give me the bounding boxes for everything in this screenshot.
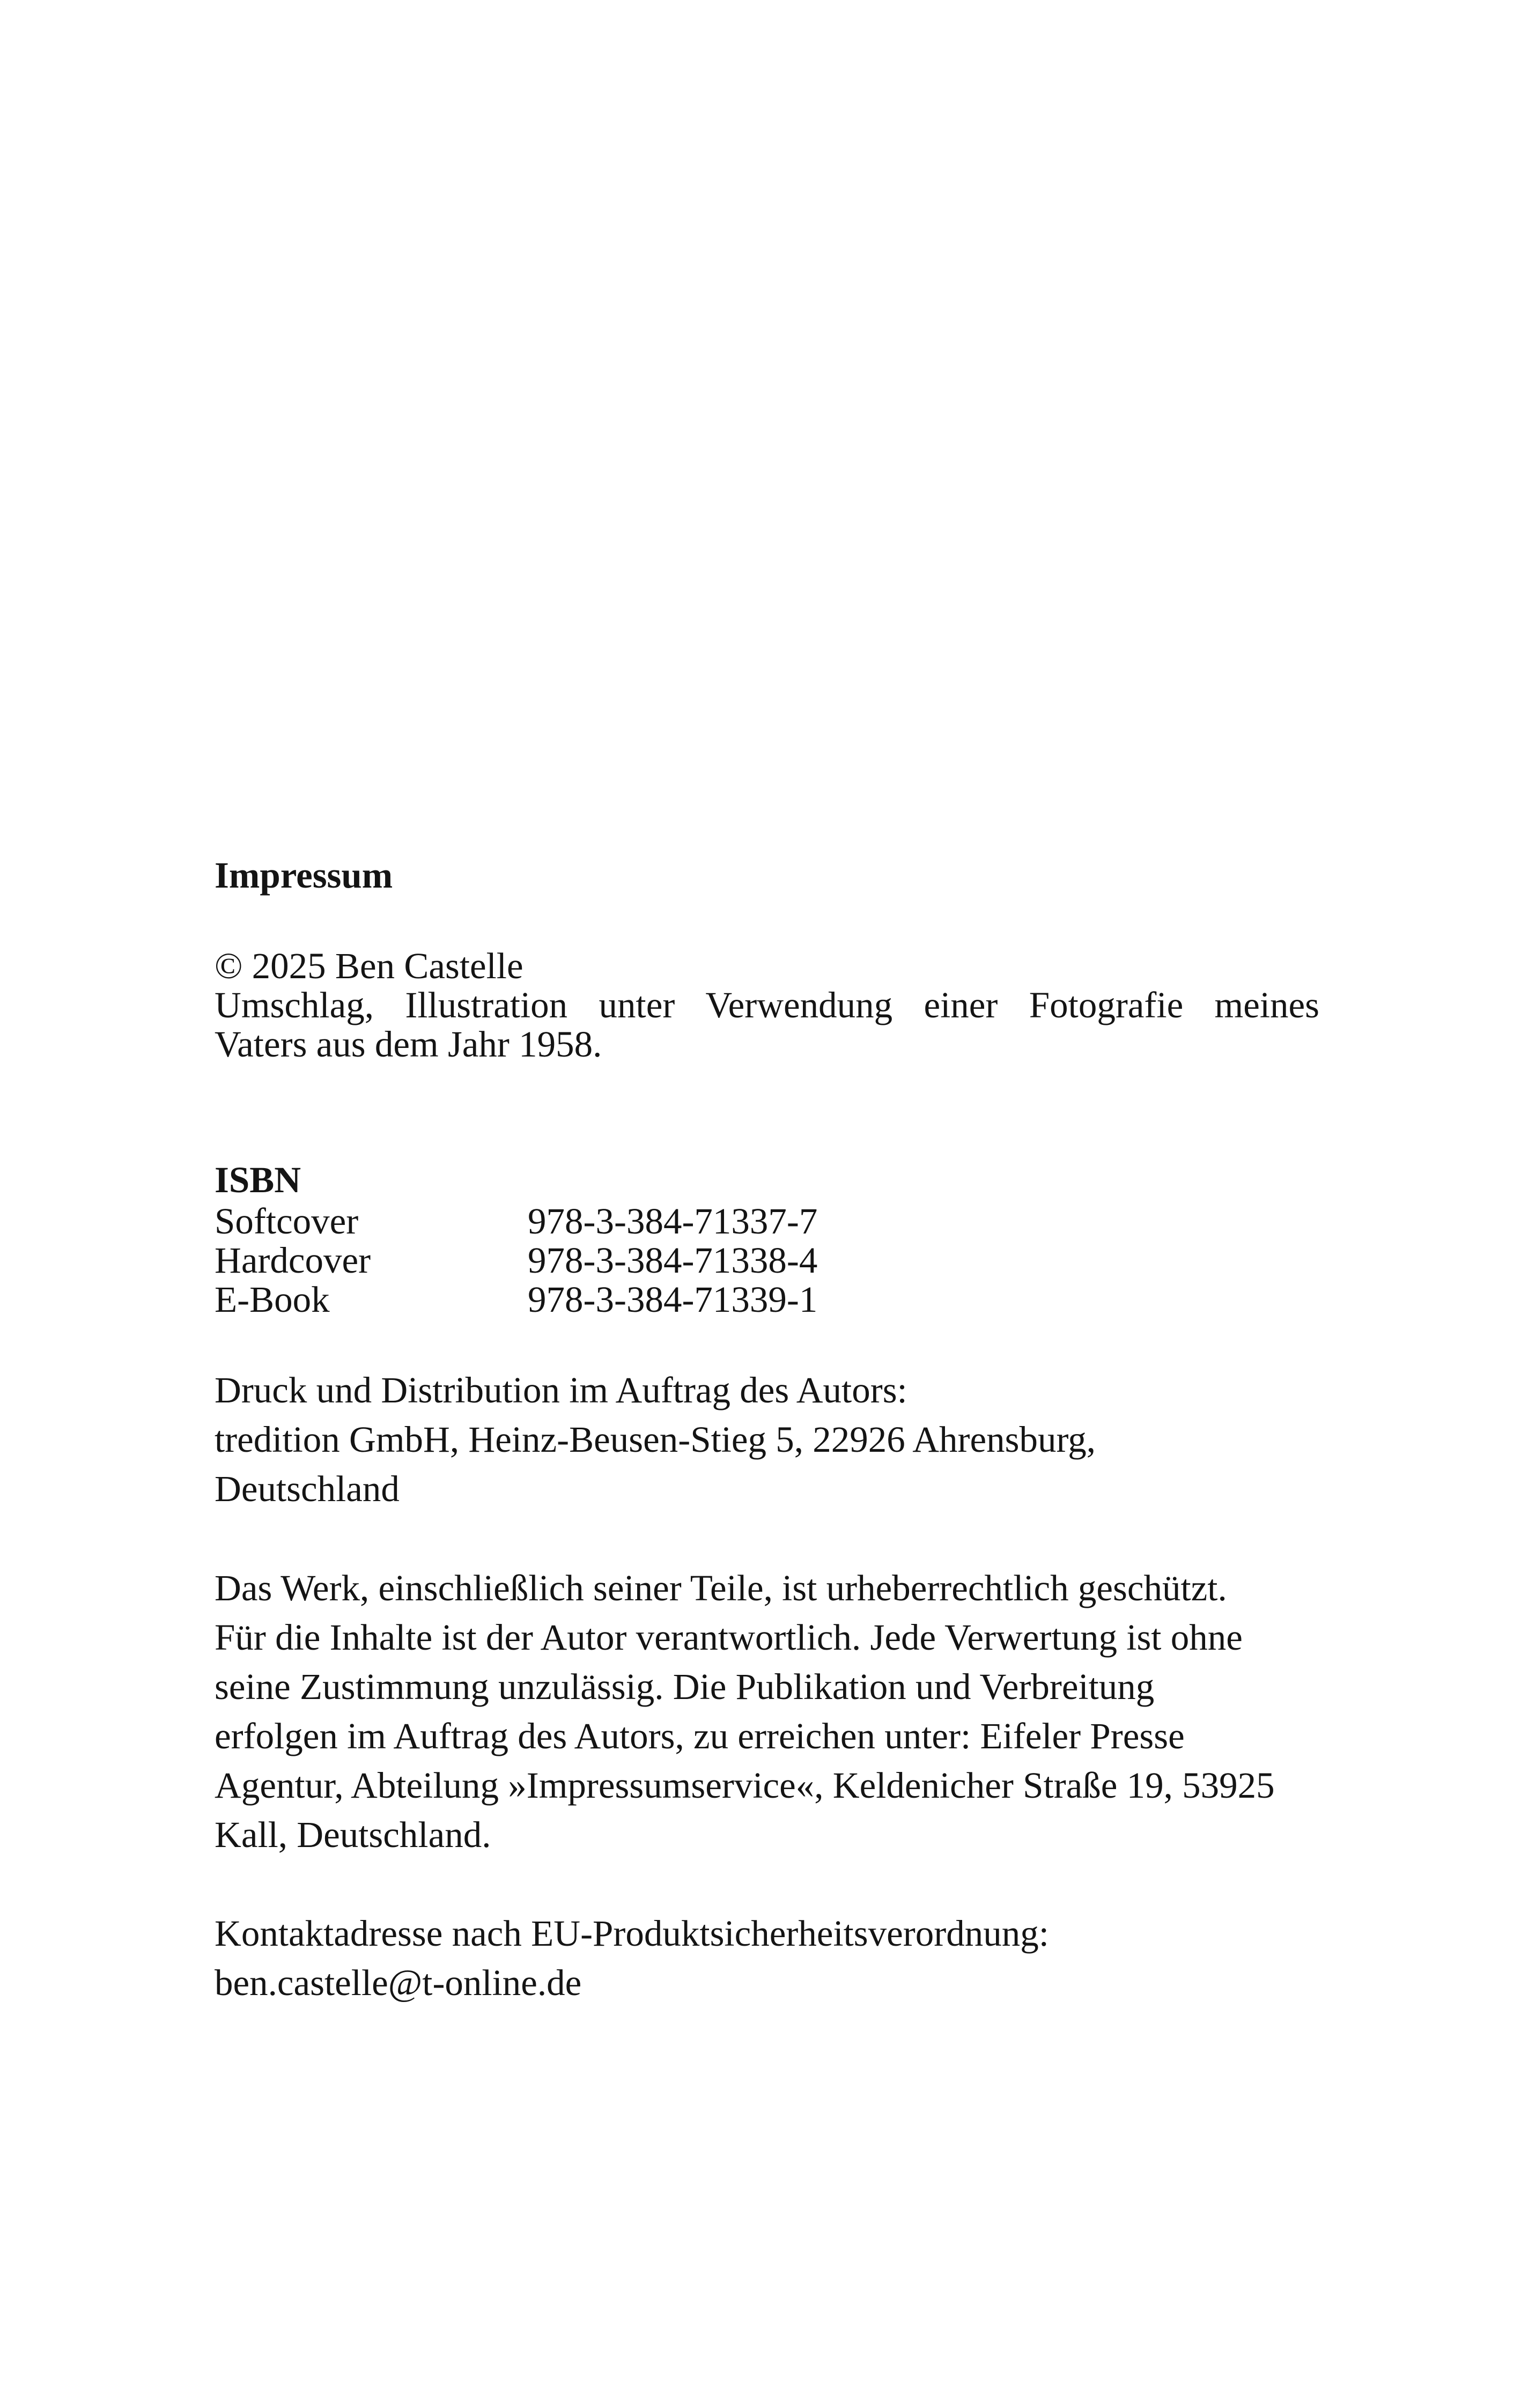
distribution-line-2: tredition GmbH, Heinz-Beusen-Stieg 5, 22926 Ahrensburg, [215,1419,1096,1460]
isbn-heading: ISBN [215,1159,301,1200]
cover-credit-line-2: Vaters aus dem Jahr 1958. [215,1024,602,1065]
copyright-line: © 2025 Ben Castelle [215,946,523,986]
contact-line-1: Kontaktadresse nach EU-Produktsicherheitsverordnung: [215,1913,1049,1954]
isbn-number-hardcover: 978-3-384-71338-4 [528,1240,818,1281]
isbn-format-ebook: E-Book [215,1279,330,1320]
contact-email: ben.castelle@t-online.de [215,1962,582,2003]
isbn-number-ebook: 978-3-384-71339-1 [528,1279,818,1320]
notice-line-3: seine Zustimmung unzulässig. Die Publikation und Verbreitung [215,1666,1155,1707]
distribution-line-1: Druck und Distribution im Auftrag des Autors: [215,1370,907,1410]
notice-line-2: Für die Inhalte ist der Autor verantwortlich. Jede Verwertung ist ohne [215,1617,1243,1658]
impressum-heading: Impressum [215,855,393,896]
isbn-format-hardcover: Hardcover [215,1240,371,1281]
distribution-line-3: Deutschland [215,1468,400,1509]
isbn-format-softcover: Softcover [215,1201,359,1242]
notice-line-6: Kall, Deutschland. [215,1814,491,1855]
cover-credit-line-1: Umschlag, Illustration unter Verwendung einer Fotografie meines [215,985,1319,1025]
notice-line-4: erfolgen im Auftrag des Autors, zu erreichen unter: Eifeler Presse [215,1716,1185,1756]
isbn-number-softcover: 978-3-384-71337-7 [528,1201,818,1242]
notice-line-1: Das Werk, einschließlich seiner Teile, ist urheberrechtlich geschützt. [215,1568,1227,1608]
notice-line-5: Agentur, Abteilung »Impressumservice«, Keldenicher Straße 19, 53925 [215,1765,1275,1806]
